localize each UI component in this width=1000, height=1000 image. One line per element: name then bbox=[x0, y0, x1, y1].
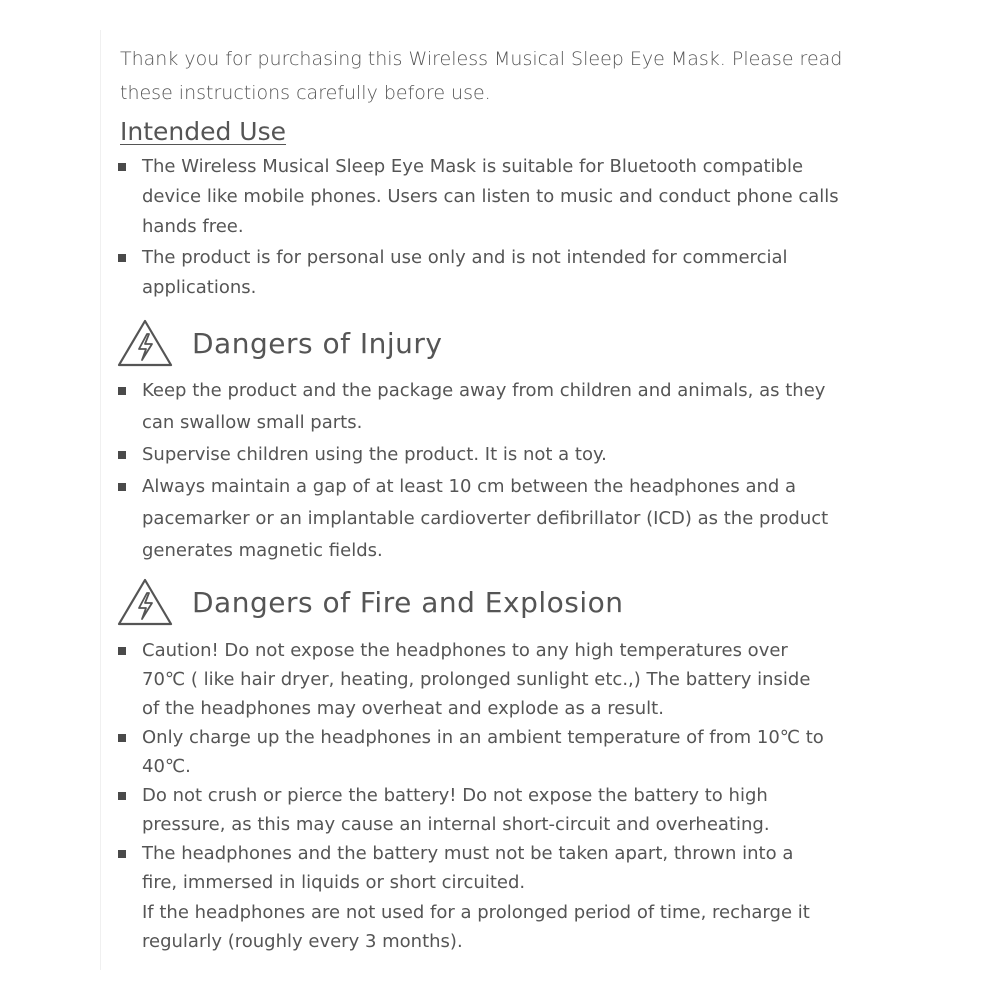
list-item-line: Supervise children using the product. It is not a toy. bbox=[142, 444, 607, 465]
square-bullet-icon bbox=[118, 451, 126, 459]
list-item-line: hands free. bbox=[142, 216, 244, 237]
injury-section-header bbox=[116, 318, 442, 368]
recharge-note bbox=[142, 898, 810, 956]
list-item-line: Only charge up the headphones in an ambient temperature of from 10℃ to bbox=[142, 727, 824, 748]
list-item-line: Do not crush or pierce the battery! Do not expose the battery to high bbox=[142, 785, 768, 806]
list-item-line: Always maintain a gap of at least 10 cm between the headphones and a bbox=[142, 476, 797, 497]
intro-line: Thank you for purchasing this Wireless Musical Sleep Eye Mask. Please read bbox=[120, 48, 843, 70]
list-item-line: applications. bbox=[142, 277, 257, 298]
list-item bbox=[118, 781, 824, 839]
list-item-line: Caution! Do not expose the headphones to any high temperatures over bbox=[142, 640, 788, 661]
list-item-line: pressure, as this may cause an internal short-circuit and overheating. bbox=[142, 814, 770, 835]
fire-section-header bbox=[116, 577, 624, 627]
list-item bbox=[118, 636, 824, 723]
square-bullet-icon bbox=[118, 792, 126, 800]
list-item bbox=[118, 243, 839, 303]
list-item-line: The Wireless Musical Sleep Eye Mask is suitable for Bluetooth compatible bbox=[142, 156, 804, 177]
list-item-line: Keep the product and the package away from children and animals, as they bbox=[142, 380, 826, 401]
list-item-line: generates magnetic fields. bbox=[142, 540, 383, 561]
injury-heading: Dangers of Injury bbox=[192, 326, 443, 360]
square-bullet-icon bbox=[118, 483, 126, 491]
intro-paragraph bbox=[120, 42, 920, 110]
list-item-line: pacemarker or an implantable cardioverter defibrillator (ICD) as the product bbox=[142, 508, 829, 529]
fire-heading: Dangers of Fire and Explosion bbox=[192, 585, 624, 619]
list-item bbox=[118, 152, 839, 242]
list-item-line: 40℃. bbox=[142, 756, 191, 777]
list-item bbox=[118, 439, 828, 471]
list-item bbox=[118, 471, 828, 567]
list-item-line: The headphones and the battery must not be taken apart, thrown into a bbox=[142, 843, 794, 864]
square-bullet-icon bbox=[118, 647, 126, 655]
warning-electric-icon bbox=[116, 318, 174, 368]
square-bullet-icon bbox=[118, 734, 126, 742]
list-item-line: of the headphones may overheat and explode as a result. bbox=[142, 698, 664, 719]
list-item-line: The product is for personal use only and is not intended for commercial bbox=[142, 247, 788, 268]
recharge-note-line: If the headphones are not used for a prolonged period of time, recharge it bbox=[142, 902, 810, 923]
list-item-line: 70℃ ( like hair dryer, heating, prolonged sunlight etc.,) The battery inside bbox=[142, 669, 811, 690]
list-item bbox=[118, 723, 824, 781]
warning-electric-icon bbox=[116, 577, 174, 627]
square-bullet-icon bbox=[118, 163, 126, 171]
intro-line: these instructions carefully before use. bbox=[120, 82, 491, 104]
intended-use-list bbox=[118, 152, 839, 304]
list-item bbox=[118, 839, 824, 897]
page-edge bbox=[100, 30, 101, 970]
square-bullet-icon bbox=[118, 254, 126, 262]
list-item-line: device like mobile phones. Users can listen to music and conduct phone calls bbox=[142, 186, 839, 207]
recharge-note-line: regularly (roughly every 3 months). bbox=[142, 931, 463, 952]
list-item bbox=[118, 375, 828, 439]
list-item-line: fire, immersed in liquids or short circuited. bbox=[142, 872, 526, 893]
injury-list bbox=[118, 375, 828, 567]
fire-list bbox=[118, 636, 824, 897]
square-bullet-icon bbox=[118, 387, 126, 395]
square-bullet-icon bbox=[118, 850, 126, 858]
intended-use-heading: Intended Use bbox=[120, 117, 287, 146]
list-item-line: can swallow small parts. bbox=[142, 412, 363, 433]
